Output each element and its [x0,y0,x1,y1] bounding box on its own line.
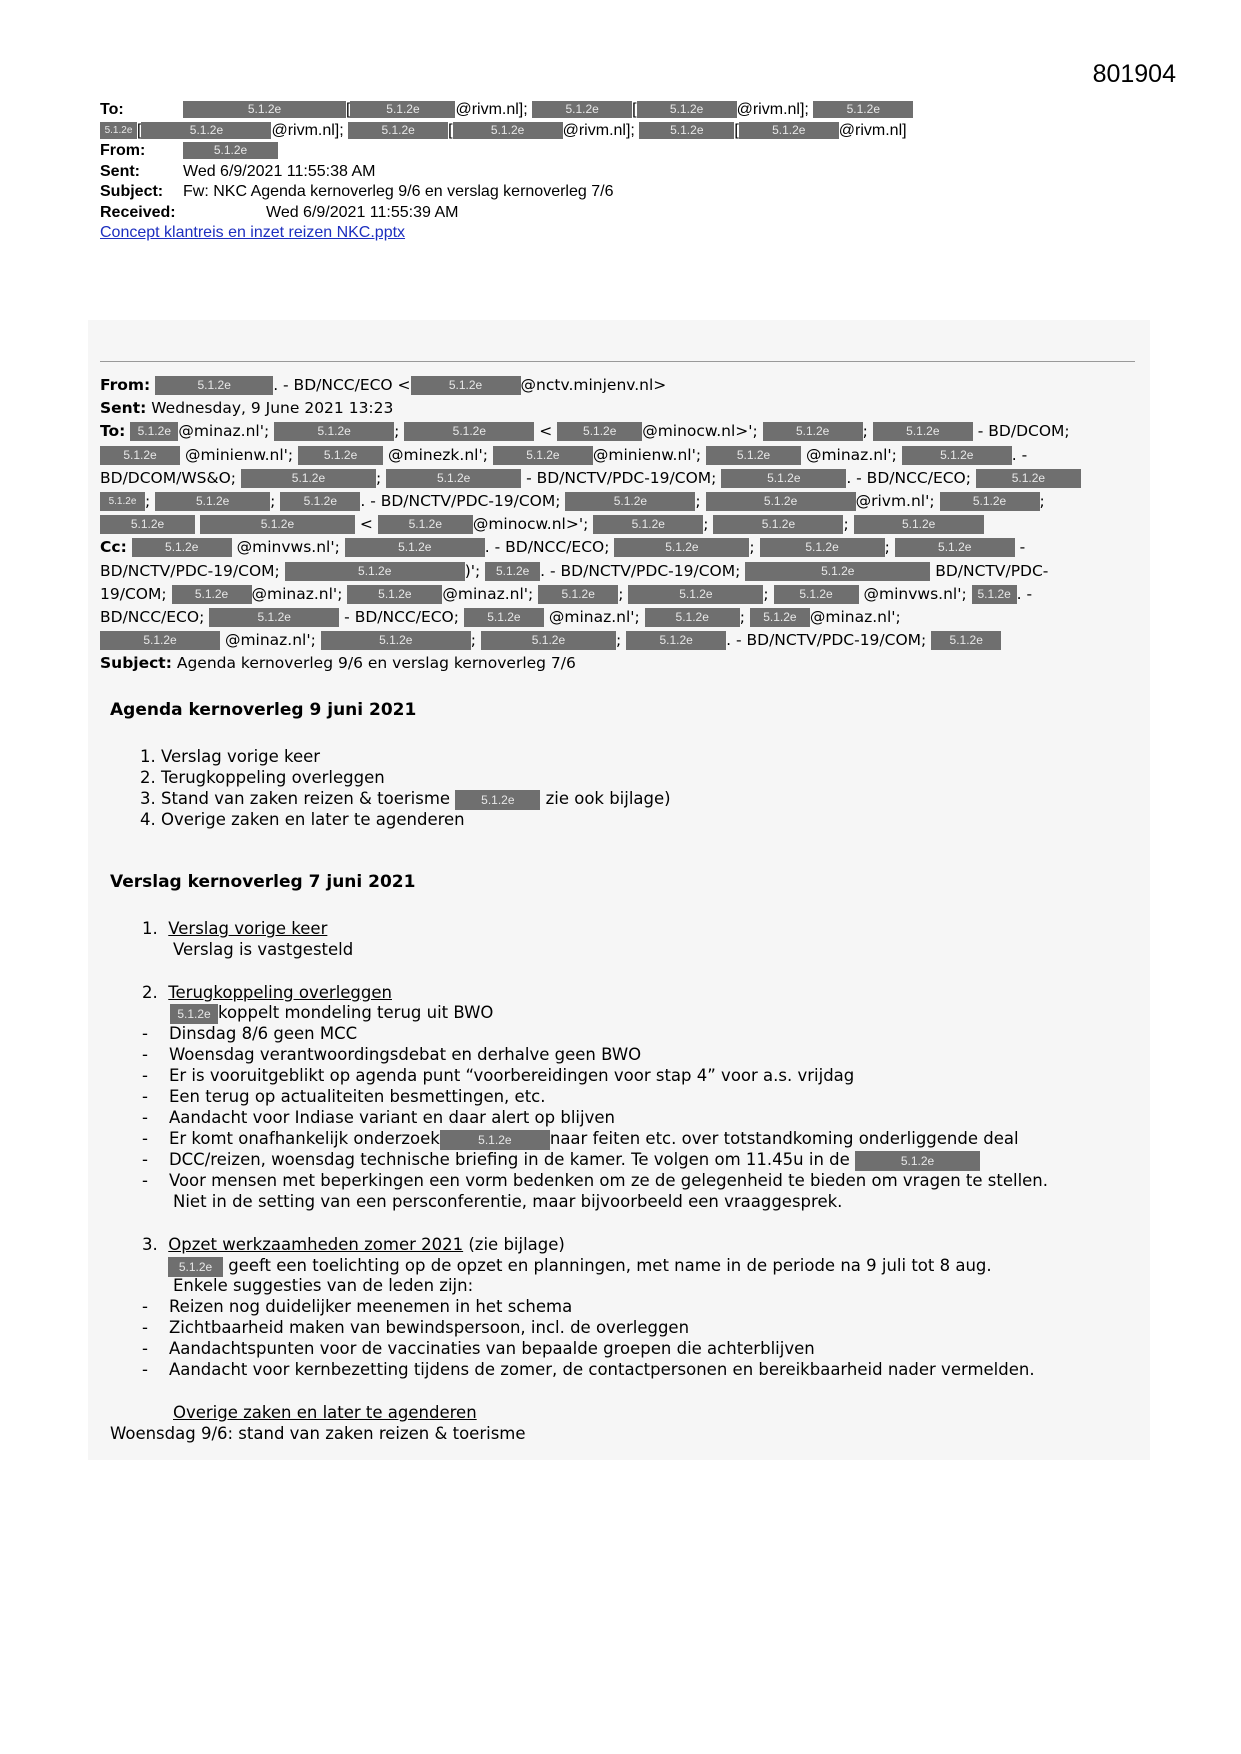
document-number: 801904 [1092,60,1176,88]
overige-title: Overige zaken en later te agenderen [173,1403,477,1422]
redaction: 5.1.2e [750,608,810,627]
redaction: 5.1.2e [628,585,763,604]
agenda-item: 1. Verslag vorige keer [140,747,321,766]
redaction: 5.1.2e [739,122,839,139]
bullet: - Er komt onafhankelijk onderzoek 5.1.2e naar feiten etc. over totstandkoming onderliggende deal [142,1129,1019,1148]
redaction: 5.1.2e [464,608,544,627]
bullet: - Aandachtspunten voor de vaccinaties van bepaalde groepen die achterblijven [142,1339,815,1358]
redaction: 5.1.2e [404,422,534,441]
fwd-to-line: To: 5.1.2e @minaz.nl'; 5.1.2e ; 5.1.2e < 5.1.2e @minocw.nl>'; 5.1.2e ; 5.1.2e - BD/DCOM; [100,422,1070,441]
bullet: - Een terug op actualiteiten besmettingen, etc. [142,1087,546,1106]
bullet: - Zichtbaarheid maken van bewindspersoon, incl. de overleggen [142,1318,690,1337]
redaction: 5.1.2e [902,446,1012,465]
redaction: 5.1.2e [280,492,360,511]
redaction: 5.1.2e [639,122,734,139]
redaction: 5.1.2e [637,101,737,118]
redaction: 5.1.2e [565,492,695,511]
redaction: 5.1.2e [440,1130,550,1150]
redaction: 5.1.2e [155,492,270,511]
redaction: 5.1.2e [895,538,1015,557]
redaction: 5.1.2e [626,631,726,650]
redaction: 5.1.2e [813,101,913,118]
redaction: 5.1.2e [321,631,471,650]
redaction: 5.1.2e [713,515,843,534]
redaction: 5.1.2e [274,422,394,441]
agenda-item: 3. Stand van zaken reizen & toerisme 5.1.2e zie ook bijlage) [140,789,671,808]
redaction: 5.1.2e [706,446,801,465]
redaction: 5.1.2e [285,562,465,581]
bullet: - Er is vooruitgeblikt op agenda punt “voorbereidingen voor stap 4” voor a.s. vrijdag [142,1066,855,1085]
redaction: 5.1.2e [200,515,355,534]
attachment-link[interactable]: Concept klantreis en inzet reizen NKC.pptx [100,224,406,241]
redaction: 5.1.2e [854,515,984,534]
redaction: 5.1.2e [645,608,740,627]
redaction: 5.1.2e [298,446,383,465]
redaction: 5.1.2e [532,101,632,118]
redaction: 5.1.2e [557,422,642,441]
bullet: - Aandacht voor kernbezetting tijdens de zomer, de contactpersonen en bereikbaarheid nader vermelden. [142,1360,1035,1379]
to-line-2: 5.1.2e [ 5.1.2e @rivm.nl]; 5.1.2e [ 5.1.2e @rivm.nl]; 5.1.2e [ 5.1.2e @rivm.nl] [100,121,1000,142]
agenda-title: Agenda kernoverleg 9 juni 2021 [110,700,417,720]
bullet: - Voor mensen met beperkingen een vorm bedenken om ze de gelegenheid te bieden om vragen te stellen. [142,1171,1049,1190]
fwd-cc-line: Cc: 5.1.2e @minvws.nl'; 5.1.2e . - BD/NCC/ECO; 5.1.2e ; 5.1.2e ; 5.1.2e - [100,538,1026,557]
redaction: 5.1.2e [100,492,145,511]
sent-line: Sent: Wed 6/9/2021 11:55:38 AM [100,162,376,180]
overige-text: Woensdag 9/6: stand van zaken reizen & toerisme [110,1424,526,1443]
redaction: 5.1.2e [593,515,703,534]
redaction: 5.1.2e [855,1151,980,1171]
redaction: 5.1.2e [130,422,178,441]
redaction: 5.1.2e [538,585,618,604]
redaction: 5.1.2e [485,562,540,581]
bullet: - Woensdag verantwoordingsdebat en derhalve geen BWO [142,1045,642,1064]
bullet: - Dinsdag 8/6 geen MCC [142,1024,358,1043]
redaction: 5.1.2e [345,538,485,557]
to-line: To: 5.1.2e [ 5.1.2e @rivm.nl]; 5.1.2e [ 5.1.2e @rivm.nl]; 5.1.2e [100,100,1000,121]
fwd-from-line: From: 5.1.2e . - BD/NCC/ECO < 5.1.2e @nctv.minjenv.nl> [100,376,667,394]
received-line: Received: Wed 6/9/2021 11:55:39 AM [100,203,459,221]
subject-line: Subject: Fw: NKC Agenda kernoverleg 9/6 en verslag kernoverleg 7/6 [100,183,614,200]
redaction: 5.1.2e [493,446,593,465]
bullet: - Reizen nog duidelijker meenemen in het schema [142,1297,573,1316]
redaction: 5.1.2e [378,515,473,534]
redaction: 5.1.2e [763,422,863,441]
redaction: 5.1.2e [348,122,448,139]
redaction: 5.1.2e [774,585,859,604]
redaction: 5.1.2e [347,585,442,604]
section-3: 3. Opzet werkzaamheden zomer 2021 (zie bijlage) [142,1235,565,1254]
redaction: 5.1.2e [721,469,846,488]
redaction: 5.1.2e [873,422,973,441]
redaction: 5.1.2e [100,446,180,465]
redaction: 5.1.2e [209,608,339,627]
redaction: 5.1.2e [972,585,1017,604]
email-header [100,100,1000,244]
attachment-line [100,223,1000,244]
redaction: 5.1.2e [100,122,137,139]
redaction: 5.1.2e [481,631,616,650]
redaction: 5.1.2e [976,469,1081,488]
redaction: 5.1.2e [760,538,885,557]
fwd-subject-line: Subject: Agenda kernoverleg 9/6 en verslag kernoverleg 7/6 [100,654,576,673]
redaction: 5.1.2e [386,469,521,488]
redaction: 5.1.2e [411,376,521,395]
redaction: 5.1.2e [168,1257,223,1277]
section-1: 1. Verslag vorige keer [142,919,328,938]
bullet: - DCC/reizen, woensdag technische briefing in de kamer. Te volgen om 11.45u in de 5.1.2e [142,1150,980,1171]
redaction: 5.1.2e [170,1004,218,1024]
redaction: 5.1.2e [241,469,376,488]
redaction: 5.1.2e [614,538,749,557]
divider [100,361,1135,362]
redaction: 5.1.2e [141,122,271,139]
redaction: 5.1.2e [350,101,455,118]
agenda-item: 2. Terugkoppeling overleggen [140,768,385,787]
redaction: 5.1.2e [940,492,1040,511]
forwarded-header: From: 5.1.2e . - BD/NCC/ECO < 5.1.2e @nctv.minjenv.nl> Sent: Wednesday, 9 June 2021 13:23 To: 5.1.2e @minaz.nl'; 5.1.2e ; 5.1.2e < 5.1.2e @minocw.nl>'; 5.1.2e ; 5.1.2e - BD/DCOM; 5.1.2e @minienw.nl'; 5.1.2e @minezk.nl'; 5.1.2e @minienw.nl'; 5.1.2e @minaz.nl'; 5.1.2e . - BD/DCOM/WS&O; 5.1.2e ; 5.1.2e - BD/NCTV/PDC-19/COM; 5.1.2e . - BD/NCC/ECO; 5.1.2e 5.1.2e ; 5.1.2e ; 5.1.2e . - BD/NCTV/PDC-19/COM; 5.1.2e ; 5.1.2e @rivm.nl'; 5.1.2e ; 5.1.2e 5.1.2e < 5.1.2e @minocw.nl>'; 5.1.2e ; 5.1.2e ; 5.1.2e Cc: 5.1.2e @minvws.nl'; 5.1.2e . - BD/NCC/ECO; 5.1.2e ; 5.1.2e ; 5.1.2e - BD/NCTV/PDC-19/COM; 5.1.2e )'; 5.1.2e . - BD/NCTV/PDC-19/COM; 5.1.2e BD/NCTV/PDC- 19/COM; 5.1.2e @minaz.nl'; 5.1.2e @minaz.nl'; 5.1.2e ; 5.1.2e ; 5.1.2e @minvws.nl'; 5.1.2e . - BD/NCC/ECO; 5.1.2e - BD/NCC/ECO; 5.1.2e @minaz.nl'; 5.1.2e ; 5.1.2e @minaz.nl'; 5.1.2e @minaz.nl'; 5.1.2e ; 5.1.2e ; 5.1.2e . - BD/NCTV/PDC-19/COM; 5.1.2e Subject: Agenda kernoverleg 9/6 en verslag kernoverleg 7/6 [100,374,1140,675]
redaction: 5.1.2e [183,101,346,118]
redaction: 5.1.2e [100,631,220,650]
redaction: 5.1.2e [453,122,563,139]
redaction: 5.1.2e [132,538,232,557]
redaction: 5.1.2e [931,631,1001,650]
section-2: 2. Terugkoppeling overleggen [142,983,392,1002]
redaction: 5.1.2e [183,142,278,159]
redaction: 5.1.2e [172,585,252,604]
redaction: 5.1.2e [100,515,195,534]
redaction: 5.1.2e [706,492,856,511]
bullet: - Aandacht voor Indiase variant en daar alert op blijven [142,1108,615,1127]
verslag-title: Verslag kernoverleg 7 juni 2021 [110,872,416,892]
redaction: 5.1.2e [155,376,273,395]
from-line: From: 5.1.2e [100,141,1000,162]
redaction: 5.1.2e [455,790,540,810]
agenda-item: 4. Overige zaken en later te agenderen [140,810,465,829]
fwd-sent-line: Sent: Wednesday, 9 June 2021 13:23 [100,399,394,418]
redaction: 5.1.2e [745,562,930,581]
